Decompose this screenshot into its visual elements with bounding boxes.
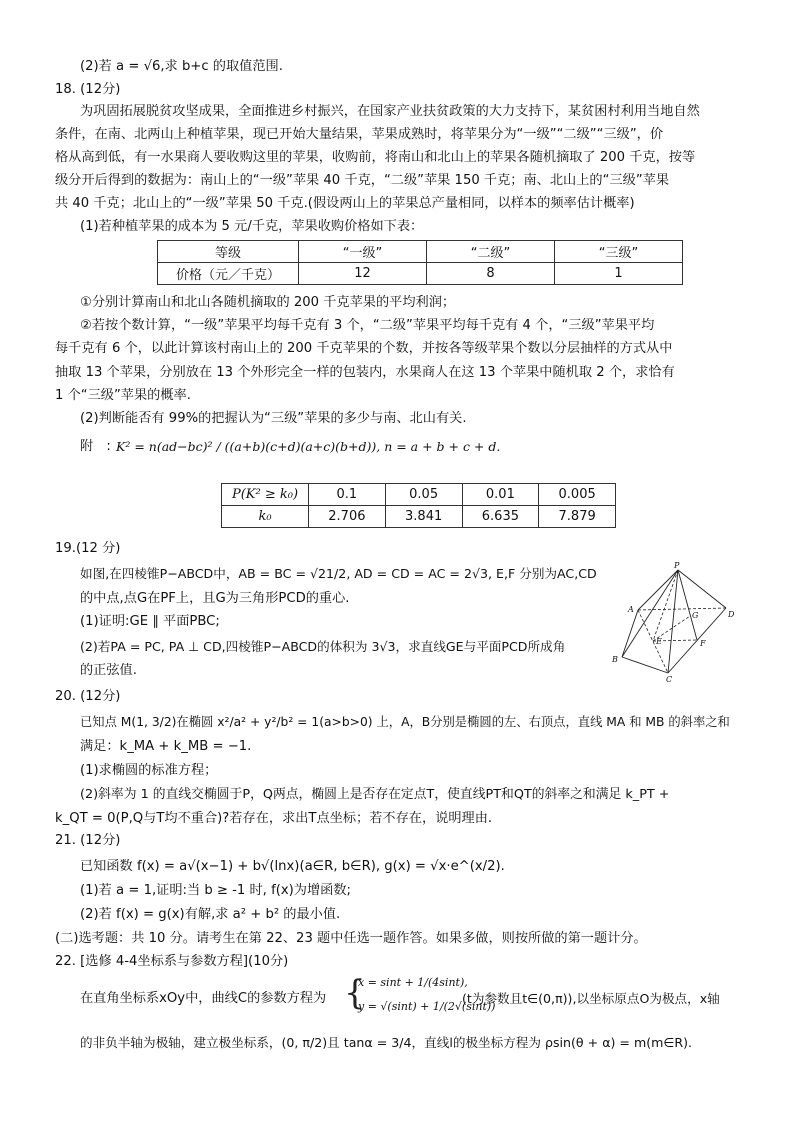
table-row — [158, 241, 683, 263]
q18-item2-line: 抽取 13 个苹果，分别放在 13 个外形完全一样的包装内，水果商人在这 13 个苹果中随机取 2 个，求恰有 — [55, 365, 675, 380]
q21-line: (2)若 f(x) = g(x)有解,求 a² + b² 的最小值. — [80, 907, 341, 922]
fig-label-c: C — [666, 675, 673, 684]
table-cell: 0.05 — [385, 484, 462, 506]
table-cell: “二级” — [427, 241, 555, 263]
q20-header: 20. (12分) — [55, 689, 121, 704]
param-eq-y: y = √(sint) + 1/(2√(sint)) — [358, 1000, 496, 1013]
fig-label-e: E — [656, 637, 662, 646]
q18-item1: ①分别计算南山和北山各随机摘取的 200 千克苹果的平均利润； — [80, 295, 456, 310]
table-cell: “三级” — [555, 241, 683, 263]
table-row — [158, 263, 683, 285]
table-cell: 0.1 — [309, 484, 386, 506]
table-cell: 0.005 — [539, 484, 616, 506]
q18-sub1: (1)若种植苹果的成本为 5 元/千克，苹果收购价格如下表： — [80, 219, 424, 234]
q18-item2-line: ②若按个数计算，“一级”苹果平均每千克有 3 个，“二级”苹果平均每千克有 4 个，“三级”苹果平均 — [80, 318, 655, 333]
q22-line: 的非负半轴为极轴，建立极坐标系，(0, π/2)且 tanα = 3/4，直线l的极坐标方程为 ρsin(θ + α) = m(m∈R). — [80, 1035, 693, 1050]
fig-label-b: B — [612, 655, 618, 664]
q22-header: 22. [选修 4-4坐标系与参数方程](10分) — [55, 954, 289, 969]
q18-item2-line: 每千克有 6 个，以此计算该村南山上的 200 千克苹果的个数，并按各等级苹果个数以分层抽样的方式从中 — [55, 341, 673, 356]
q19-line: (1)证明:GE ∥ 平面PBC; — [80, 614, 220, 629]
table-cell: 7.879 — [539, 506, 616, 528]
table-cell: 价格（元／千克） — [158, 263, 299, 285]
q20-line: 满足：k_MA + k_MB = −1. — [80, 739, 252, 754]
table-cell: P(K² ≥ k₀) — [222, 484, 309, 506]
q19-line: (2)若PA = PC, PA ⊥ CD,四棱锥P−ABCD的体积为 3√3，求直线GE与平面PCD所成角 — [80, 639, 566, 654]
k-table — [221, 483, 616, 528]
table-cell: 8 — [427, 263, 555, 285]
table-cell: 12 — [299, 263, 427, 285]
table-cell: k₀ — [222, 506, 309, 528]
q19-line: 的正弦值. — [80, 663, 137, 678]
table-cell: 2.706 — [309, 506, 386, 528]
q18-para-line: 共 40 千克；北山上的“一级”苹果 50 千克.(假设两山上的苹果总产量相同，以样本的频率估计概率) — [55, 196, 635, 211]
q20-line: k_QT = 0(P,Q与T均不重合)?若存在，求出T点坐标；若不存在，说明理由. — [55, 811, 493, 826]
prev-question-part2: (2)若 a = √6,求 b+c 的取值范围. — [80, 59, 283, 74]
k-squared-formula: K² = n(ad−bc)² / ((a+b)(c+d)(a+c)(b+d)), n = a + b + c + d. — [116, 439, 501, 454]
table-row — [222, 506, 616, 528]
q19-line: 的中点,点G在PF上，且G为三角形PCD的重心. — [80, 591, 350, 606]
fig-label-f: F — [700, 639, 706, 648]
table-cell: 6.635 — [462, 506, 539, 528]
q22-line: 在直角坐标系xOy中，曲线C的参数方程为 — [80, 991, 327, 1006]
table-row — [222, 484, 616, 506]
table-cell: 3.841 — [385, 506, 462, 528]
fig-label-p: P — [674, 561, 680, 570]
q18-para-line: 格从高到低，有一水果商人要收购这里的苹果，收购前，将南山和北山上的苹果各随机摘取了 200 千克，按等 — [55, 150, 696, 165]
q18-para-line: 级分开后得到的数据为：南山上的“一级”苹果 40 千克，“二级”苹果 150 千克；南、北山上的“三级”苹果 — [55, 173, 670, 188]
q18-para-line: 为巩固拓展脱贫攻坚成果，全面推进乡村振兴，在国家产业扶贫政策的大力支持下，某贫困村利用当地自然 — [80, 104, 700, 119]
q18-header: 18. (12分) — [55, 82, 121, 97]
q19-header: 19.(12 分) — [55, 541, 121, 556]
q18-item2-line: 1 个“三级”苹果的概率. — [55, 388, 191, 403]
fig-label-g: G — [692, 611, 699, 620]
formula-prefix: 附 : — [80, 439, 111, 454]
q21-header: 21. (12分) — [55, 833, 121, 848]
pyramid-figure — [600, 560, 750, 685]
fig-label-a: A — [628, 605, 634, 614]
brace-icon: { — [344, 973, 366, 1013]
q19-line: 如图,在四棱锥P−ABCD中，AB = BC = √21/2, AD = CD = AC = 2√3, E,F 分别为AC,CD — [80, 566, 597, 581]
q22-line: (t为参数且t∈(0,π)),以坐标原点O为极点，x轴 — [462, 991, 720, 1006]
q18-sub2: (2)判断能否有 99%的把握认为“三级”苹果的多少与南、北山有关. — [80, 411, 467, 426]
table-cell: 0.01 — [462, 484, 539, 506]
q21-line: (1)若 a = 1,证明:当 b ≥ -1 时, f(x)为增函数; — [80, 883, 351, 898]
q20-line: 已知点 M(1, 3/2)在椭圆 x²/a² + y²/b² = 1(a>b>0) 上，A，B分别是椭圆的左、右顶点，直线 MA 和 MB 的斜率之和 — [80, 715, 730, 729]
fig-label-d: D — [728, 610, 735, 619]
price-table — [157, 240, 683, 285]
q20-line: (2)斜率为 1 的直线交椭圆于P，Q两点，椭圆上是否存在定点T，使直线PT和QT的斜率之和满足 k_PT + — [80, 787, 670, 802]
table-cell: 等级 — [158, 241, 299, 263]
q20-line: (1)求椭圆的标准方程； — [80, 763, 218, 778]
q21-line: 已知函数 f(x) = a√(x−1) + b√(lnx)(a∈R, b∈R), g(x) = √x·e^(x/2). — [80, 859, 505, 874]
optional-section-heading: (二)选考题：共 10 分。请考生在第 22、23 题中任选一题作答。如果多做，则按所做的第一题计分。 — [55, 931, 647, 946]
param-eq-x: x = sint + 1/(4sint), — [358, 976, 468, 989]
table-cell: 1 — [555, 263, 683, 285]
q18-para-line: 条件，在南、北两山上种植苹果，现已开始大量结果，苹果成熟时，将苹果分为“一级”“二级”“三级”，价 — [55, 127, 664, 142]
table-cell: “一级” — [299, 241, 427, 263]
